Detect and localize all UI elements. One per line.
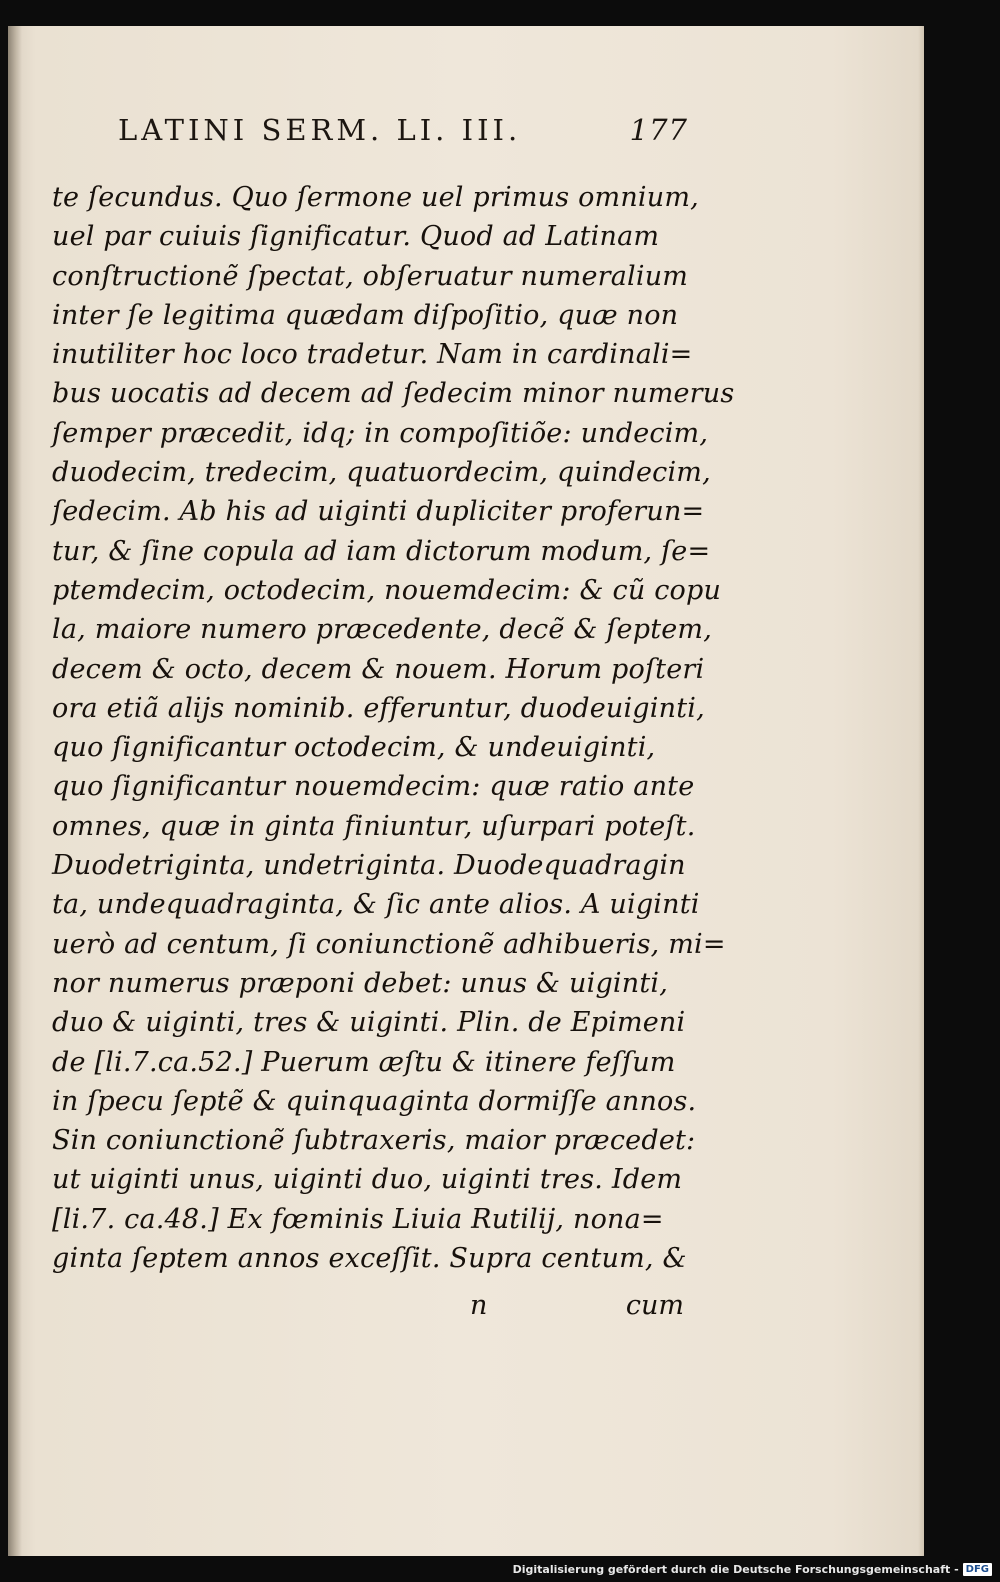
- text-line: de [li.7.ca.52.] Puerum æſtu & itinere feſſum: [52, 1046, 676, 1078]
- text-line: tur, & ſine copula ad iam dictorum modum, ſe=: [52, 535, 711, 567]
- text-line: inter ſe legitima quædam diſpoſitio, quæ non: [52, 299, 679, 331]
- text-line: ut uiginti unus, uiginti duo, uiginti tres. Idem: [52, 1164, 683, 1196]
- text-line: omnes, quæ in ginta finiuntur, uſurpari poteſt.: [52, 810, 696, 842]
- signature-mark: n: [470, 1290, 488, 1321]
- text-line: ta, undequadraginta, & ſic ante alios. A uiginti: [52, 889, 700, 921]
- dfg-logo-icon: DFG: [963, 1563, 992, 1576]
- text-line: inutiliter hoc loco tradetur. Nam in cardinali=: [52, 339, 693, 371]
- text-line: quo ſignificantur nouemdecim: quæ ratio ante: [52, 771, 695, 803]
- text-line: ora etiã alijs nominib. efferuntur, duodeuiginti,: [52, 692, 705, 724]
- text-line: la, maiore numero præcedente, decẽ & ſeptem,: [52, 614, 713, 646]
- text-line: decem & octo, decem & nouem. Horum poſteri: [52, 653, 705, 685]
- text-line: conſtructionẽ ſpectat, obſeruatur numeralium: [52, 260, 689, 292]
- text-line: Sin coniunctionẽ ſubtraxeris, maior præcedet:: [52, 1125, 696, 1157]
- text-line: te ſecundus. Quo ſermone uel primus omnium,: [52, 182, 699, 213]
- text-line: nor numerus præponi debet: unus & uiginti,: [52, 967, 669, 999]
- text-line: uerò ad centum, ſi coniunctionẽ adhibueris, mi=: [52, 928, 726, 960]
- page-number: 177: [629, 113, 688, 147]
- running-title: LATINI SERM. LI. III.: [118, 113, 522, 147]
- book-page: [8, 26, 924, 1556]
- text-line: in ſpecu ſeptẽ & quinquaginta dormiſſe annos.: [52, 1085, 697, 1117]
- text-line: Duodetriginta, undetriginta. Duodequadragin: [52, 850, 686, 882]
- catchword: cum: [625, 1290, 684, 1321]
- text-line: uel par cuiuis ſignificatur. Quod ad Latinam: [52, 221, 660, 253]
- text-line: quo ſignificantur octodecim, & undeuiginti,: [52, 732, 656, 764]
- running-head: [118, 110, 688, 150]
- text-line: ſemper præcedit, idq; in compoſitiõe: undecim,: [52, 417, 709, 449]
- page-edge: [918, 26, 924, 1556]
- text-line: duo & uiginti, tres & uiginti. Plin. de Epimeni: [52, 1007, 686, 1039]
- text-line: duodecim, tredecim, quatuordecim, quindecim,: [52, 457, 711, 489]
- body-text: [52, 178, 735, 1278]
- text-line: ginta ſeptem annos exceſſit. Supra centum, &: [52, 1243, 687, 1275]
- text-line: bus uocatis ad decem ad ſedecim minor numerus: [52, 378, 735, 410]
- digitization-credit: [513, 1560, 992, 1578]
- text-line: [li.7. ca.48.] Ex fœminis Liuia Rutilij, nona=: [52, 1203, 664, 1235]
- page-spine-shadow: [8, 26, 22, 1556]
- credit-text: Digitalisierung gefördert durch die Deutsche Forschungsgemeinschaft -: [512, 1562, 959, 1576]
- text-line: ptemdecim, octodecim, nouemdecim: & cũ copu: [52, 574, 722, 606]
- catchword-row: [52, 1290, 684, 1330]
- text-line: ſedecim. Ab his ad uiginti dupliciter proferun=: [52, 496, 705, 528]
